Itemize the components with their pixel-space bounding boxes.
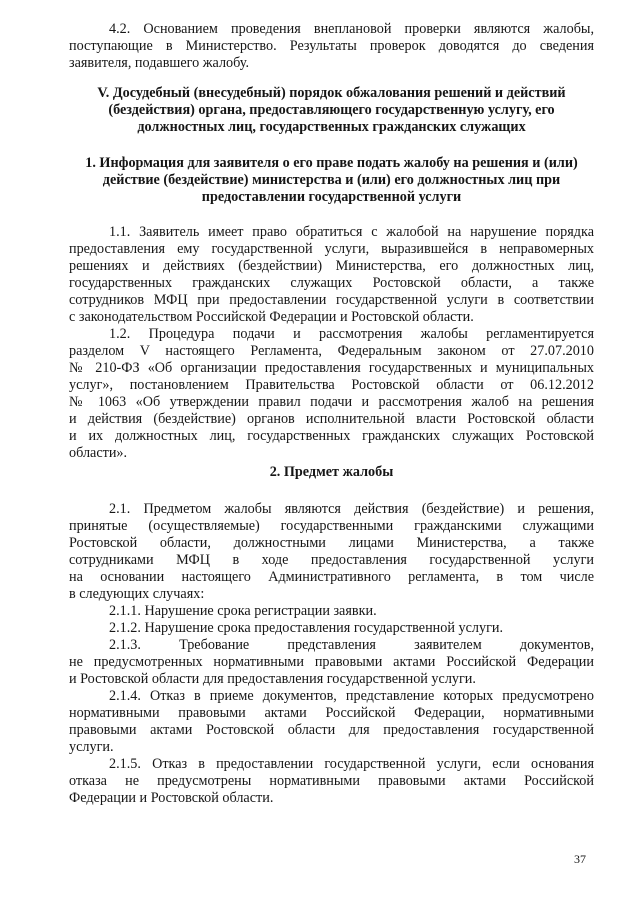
text-line: заявителя, подавшего жалобу. bbox=[69, 55, 250, 71]
heading-line: V. Досудебный (внесудебный) порядок обжалования решений и действий bbox=[97, 85, 566, 101]
text-line: № 210-ФЗ «Об организации предоставления государственных и муниципальных bbox=[69, 360, 594, 376]
text-line: нормативными правовыми актами Российской Федерации, нормативными bbox=[69, 705, 594, 721]
text-line: в следующих случаях: bbox=[69, 586, 205, 602]
text-line: разделом V настоящего Регламента, Федеральным законом от 27.07.2010 bbox=[69, 343, 594, 359]
text-line: отказа не предусмотрены нормативными правовыми актами Российской bbox=[69, 773, 594, 789]
heading-line: (бездействия) органа, предоставляющего государственную услугу, его bbox=[108, 102, 555, 118]
text-line: 2.1. Предметом жалобы являются действия (бездействие) и решения, bbox=[109, 501, 594, 517]
text-line: на основании настоящего Административного регламента, в том числе bbox=[69, 569, 594, 585]
text-line: 2.1.3. Требование представления заявителем документов, bbox=[109, 637, 594, 653]
text-line: услуг», постановлением Правительства Ростовской области от 06.12.2012 bbox=[69, 377, 594, 393]
text-line: с законодательством Российской Федерации и Ростовской области. bbox=[69, 309, 474, 325]
text-line: услуги. bbox=[69, 739, 114, 755]
text-line: № 1063 «Об утверждении правил подачи и рассмотрения жалоб на решения bbox=[69, 394, 594, 410]
text-line: решениях и действиях (бездействии) Министерства, его должностных лиц, bbox=[69, 258, 594, 274]
text-line: 4.2. Основанием проведения внеплановой проверки являются жалобы, bbox=[109, 21, 594, 37]
text-line: 2.1.4. Отказ в приеме документов, представление которых предусмотрено bbox=[109, 688, 594, 704]
text-line: и их должностных лиц, государственных гражданских служащих Ростовской bbox=[69, 428, 594, 444]
heading-line: должностных лиц, государственных гражданских служащих bbox=[137, 119, 526, 135]
text-line: 1.1. Заявитель имеет право обратиться с жалобой на нарушение порядка bbox=[109, 224, 594, 240]
heading-line: действие (бездействие) министерства и (или) его должностных лиц при bbox=[102, 172, 561, 188]
text-line: Федерации и Ростовской области. bbox=[69, 790, 274, 806]
heading-line: 1. Информация для заявителя о его праве подать жалобу на решения и (или) bbox=[85, 155, 578, 171]
text-line: 2.1.2. Нарушение срока предоставления государственной услуги. bbox=[109, 620, 504, 636]
heading-line: предоставлении государственной услуги bbox=[201, 189, 462, 205]
text-line: Ростовской области, должностными лицами Министерства, а также bbox=[69, 535, 594, 551]
text-line: правовыми актами Ростовской области для предоставления государственной bbox=[69, 722, 594, 738]
text-line: 2.1.5. Отказ в предоставлении государственной услуги, если основания bbox=[109, 756, 594, 772]
text-line: сотрудниками МФЦ в ходе предоставления государственной услуги bbox=[69, 552, 594, 568]
text-line: и Ростовской области для предоставления государственной услуги. bbox=[69, 671, 476, 687]
page-number: 37 bbox=[574, 852, 586, 866]
text-line: и действия (бездействие) органов исполнительной власти Ростовской области bbox=[69, 411, 594, 427]
text-line: предоставления ему государственной услуги, выразившейся в неправомерных bbox=[69, 241, 594, 257]
text-line: принятые (осуществляемые) государственными гражданскими служащими bbox=[69, 518, 594, 534]
heading-line: 2. Предмет жалобы bbox=[269, 464, 394, 480]
text-line: государственных гражданских служащих Ростовской области, а также bbox=[69, 275, 594, 291]
text-line: 1.2. Процедура подачи и рассмотрения жалобы регламентируется bbox=[109, 326, 594, 342]
text-line: 2.1.1. Нарушение срока регистрации заявки. bbox=[109, 603, 377, 619]
text-line: сотрудников МФЦ при предоставлении государственной услуги в соответствии bbox=[69, 292, 594, 308]
text-line: поступающие в Министерство. Результаты проверок доводятся до сведения bbox=[69, 38, 594, 54]
text-line: не предусмотренных нормативными правовыми актами Российской Федерации bbox=[69, 654, 594, 670]
text-line: области». bbox=[69, 445, 128, 461]
